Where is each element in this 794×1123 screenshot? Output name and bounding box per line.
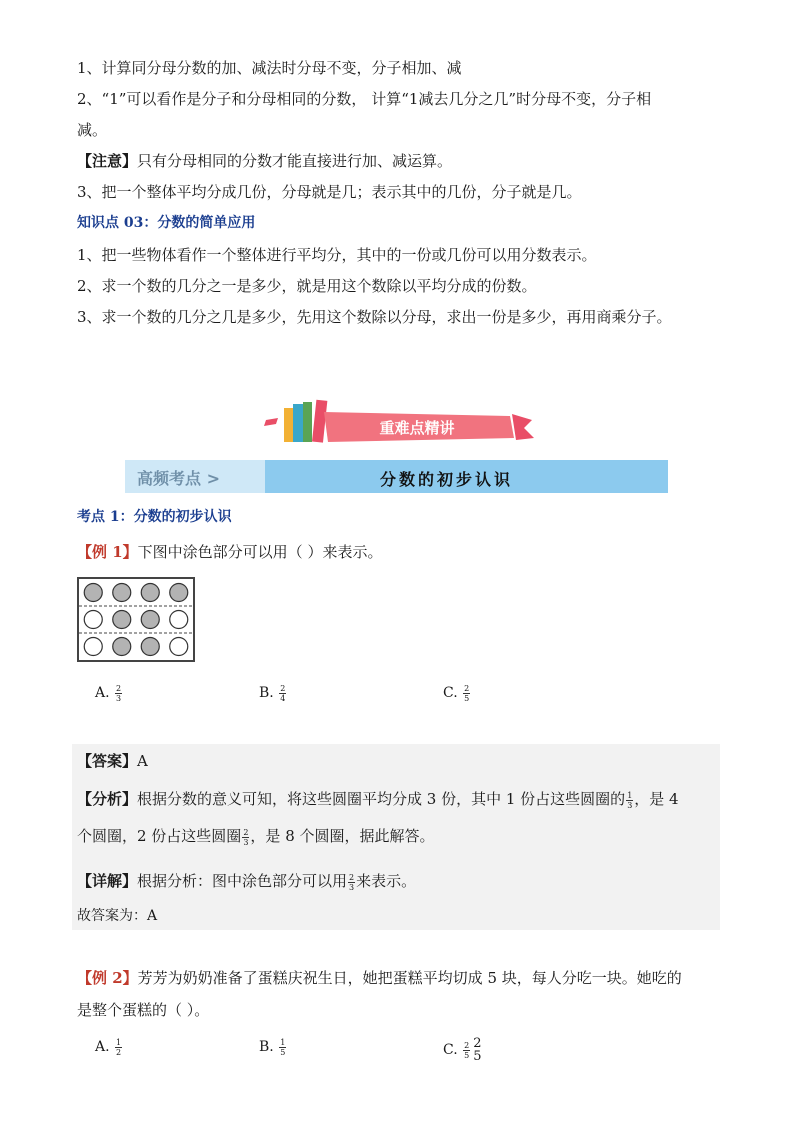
example1-tag: 【例 1】: [77, 543, 138, 561]
fraction-denominator: 4: [280, 693, 286, 703]
example2-tag: 【例 2】: [77, 969, 138, 987]
example2-question: 芳芳为奶奶准备了蛋糕庆祝生日，她把蛋糕平均切成 5 块，每人分吃一块。她吃的: [137, 969, 682, 987]
example1-option-a[interactable]: [95, 683, 123, 703]
option-label: A.: [95, 1039, 110, 1055]
example1-question: 下图中涂色部分可以用（ ）来表示。: [137, 543, 383, 561]
note-text: 只有分母相同的分数才能直接进行加、减运算。: [137, 152, 453, 170]
fraction-denominator: 5: [464, 693, 470, 703]
fraction-denominator: 5: [280, 1047, 286, 1057]
option-label: C.: [443, 1042, 458, 1058]
topic-bar-left-label: 高频考点 >: [137, 469, 220, 488]
knowledge-item-1: 1、把一些物体看作一个整体进行平均分，其中的一份或几份可以用分数表示。: [77, 246, 597, 264]
detail-text-cont: 来表示。: [356, 872, 417, 890]
option-fraction: [463, 1041, 470, 1060]
empty-circle: [170, 611, 188, 629]
rule-line-2-cont: 减。: [77, 121, 108, 139]
banner-left-flag: [264, 418, 278, 426]
knowledge-item-2: 2、求一个数的几分之一是多少，就是用这个数除以平均分成的份数。: [77, 277, 537, 295]
analysis-tag: 【分析】: [77, 790, 138, 808]
example1-option-c[interactable]: [443, 683, 471, 703]
filled-circle: [170, 584, 188, 602]
rule-line-1: 1、计算同分母分数的加、减法时分母不变，分子相加、减: [77, 59, 462, 77]
filled-circle: [113, 584, 131, 602]
example2-option-b[interactable]: [259, 1037, 287, 1057]
example2-option-c[interactable]: [443, 1037, 484, 1063]
option-label: B.: [259, 685, 274, 701]
option-label: B.: [259, 1039, 274, 1055]
analysis-fraction-1: [626, 791, 633, 810]
fraction-numerator: 2: [464, 1040, 470, 1050]
note-line: [77, 151, 452, 171]
analysis-text-2: 个圆圈，2 份占这些圆圈: [77, 827, 242, 845]
books-icon: [284, 400, 327, 443]
fraction-numerator: 1: [116, 1037, 122, 1047]
analysis-line-2: [77, 826, 435, 847]
filled-circle: [141, 584, 159, 602]
analysis-text-cont: ，是 4: [634, 790, 679, 808]
empty-circle: [84, 638, 102, 656]
banner-label: 重难点精讲: [379, 419, 455, 437]
example1-question-line: [77, 542, 382, 562]
option-fraction: [279, 684, 286, 703]
fraction-denominator: 5: [473, 1049, 482, 1064]
answer-value: A: [137, 752, 148, 770]
fraction-numerator: 1: [627, 790, 633, 800]
fraction-denominator: 2: [116, 1047, 122, 1057]
fraction-denominator: 3: [243, 837, 249, 847]
fraction-numerator: 1: [280, 1037, 286, 1047]
fraction-numerator: 2: [280, 683, 286, 693]
detail-text: 根据分析：图中涂色部分可以用: [137, 872, 348, 890]
knowledge-item-3: 3、求一个数的几分之几是多少，先用这个数除以分母，求出一份是多少，再用商乘分子。: [77, 308, 672, 326]
knowledge-heading: 知识点 03：分数的简单应用: [77, 215, 256, 231]
topic-bar-title: 分数的初步认识: [380, 470, 514, 489]
circle-diagram-svg: [79, 579, 193, 660]
fraction-numerator: 2: [243, 827, 249, 837]
detail-line: [77, 871, 416, 892]
fraction-denominator: 3: [349, 882, 355, 892]
conclusion-line: 故答案为：A: [77, 908, 158, 924]
filled-circle: [84, 584, 102, 602]
option-fraction: [115, 1038, 122, 1057]
circle-diagram: [77, 577, 195, 662]
detail-fraction: [348, 873, 355, 892]
option-label: C.: [443, 685, 458, 701]
rule-line-2: 2、“1”可以看作是分子和分母相同的分数， 计算“1减去几分之几”时分母不变，分子相: [77, 90, 652, 108]
rule-line-3: 3、把一个整体平均分成几份，分母就是几；表示其中的几份，分子就是几。: [77, 183, 582, 201]
note-tag: 【注意】: [77, 152, 138, 170]
option-fraction: [115, 684, 122, 703]
example2-question-line: [77, 968, 682, 988]
option-label: A.: [95, 685, 110, 701]
example2-option-a[interactable]: [95, 1037, 123, 1057]
fraction-numerator: 2: [473, 1036, 482, 1051]
filled-circle: [141, 638, 159, 656]
fraction-numerator: 2: [349, 872, 355, 882]
empty-circle: [84, 611, 102, 629]
banner-right-flag: [512, 414, 534, 440]
empty-circle: [170, 638, 188, 656]
fraction-numerator: 2: [464, 683, 470, 693]
option-fraction: [463, 684, 470, 703]
detail-tag: 【详解】: [77, 872, 138, 890]
fraction-denominator: 5: [464, 1050, 470, 1060]
fraction-denominator: 3: [627, 800, 633, 810]
analysis-text: 根据分数的意义可知，将这些圆圈平均分成 3 份，其中 1 份占这些圆圈的: [137, 790, 626, 808]
answer-tag: 【答案】: [77, 752, 138, 770]
filled-circle: [141, 611, 159, 629]
analysis-text-3: ，是 8 个圆圈，据此解答。: [250, 827, 435, 845]
analysis-line: [77, 789, 679, 810]
example2-question-cont: 是整个蛋糕的（ ）。: [77, 1001, 210, 1019]
section-banner: [262, 398, 537, 450]
filled-circle: [113, 638, 131, 656]
filled-circle: [113, 611, 131, 629]
exam-point-heading: 考点 1：分数的初步认识: [77, 509, 232, 525]
option-fraction-large: [472, 1037, 482, 1063]
fraction-denominator: 3: [116, 693, 122, 703]
analysis-fraction-2: [242, 828, 249, 847]
answer-line: [77, 751, 148, 771]
fraction-numerator: 2: [116, 683, 122, 693]
option-fraction: [279, 1038, 286, 1057]
example1-option-b[interactable]: [259, 683, 287, 703]
